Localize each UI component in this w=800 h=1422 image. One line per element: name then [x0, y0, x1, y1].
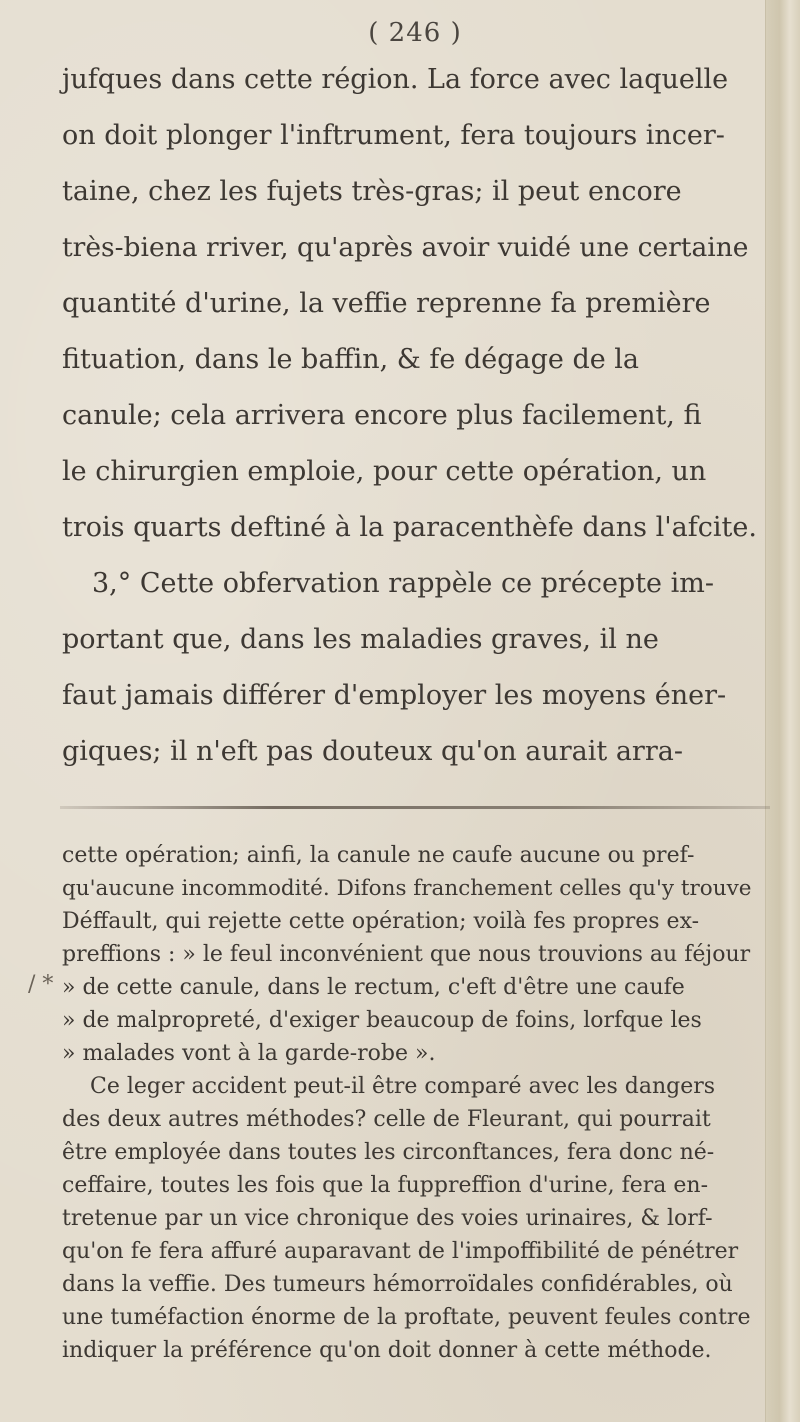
text-line: » malades vont à la garde-robe ». [62, 1041, 436, 1066]
text-line: giques; il n'eft pas douteux qu'on aurait arra- [62, 736, 683, 767]
text-line: très-biena rriver, qu'après avoir vuidé une certaine [62, 232, 749, 263]
text-line: Déffault, qui rejette cette opération; voilà fes propres ex- [62, 909, 700, 934]
text-line: indiquer la préférence qu'on doit donner à cette méthode. [62, 1338, 712, 1363]
text-line: on doit plonger l'inftrument, fera toujours incer- [62, 120, 725, 151]
section-divider [60, 806, 770, 809]
text-line: ceffaire, toutes les fois que la fuppreffion d'urine, fera en- [62, 1173, 709, 1198]
page-number: ( 246 ) [368, 18, 462, 48]
text-line: une tuméfaction énorme de la proftate, peuvent feules contre [62, 1305, 751, 1330]
text-line: qu'on fe fera affuré auparavant de l'impoffibilité de pénétrer [62, 1239, 739, 1264]
text-line: faut jamais différer d'employer les moyens éner- [62, 680, 727, 711]
text-line: dans la veffie. Des tumeurs hémorroïdales confidérables, où [62, 1272, 733, 1297]
text-line: taine, chez les fujets très-gras; il peut encore [62, 176, 682, 207]
text-line: » de cette canule, dans le rectum, c'eft d'être une caufe [62, 975, 685, 1000]
text-line: des deux autres méthodes? celle de Fleurant, qui pourrait [62, 1107, 711, 1132]
text-line: être employée dans toutes les circonftances, fera donc né- [62, 1140, 715, 1165]
text-line: portant que, dans les maladies graves, il ne [62, 624, 659, 655]
margin-mark: / * [28, 972, 54, 997]
text-line: fituation, dans le baffin, & fe dégage de la [62, 344, 640, 375]
text-line: quantité d'urine, la veffie reprenne fa première [62, 288, 711, 319]
text-line: le chirurgien emploie, pour cette opération, un [62, 456, 707, 487]
text-line: Ce leger accident peut-il être comparé avec les dangers [90, 1074, 716, 1099]
text-line: jufques dans cette région. La force avec laquelle [62, 64, 729, 95]
text-line: cette opération; ainfi, la canule ne caufe aucune ou pref- [62, 843, 695, 868]
text-line: canule; cela arrivera encore plus facilement, fi [62, 400, 702, 431]
text-line: 3,° Cette obfervation rappèle ce précepte im- [92, 568, 714, 599]
text-line: preffions : » le feul inconvénient que nous trouvions au féjour [62, 942, 751, 967]
text-line: qu'aucune incommodité. Difons franchement celles qu'y trouve [62, 876, 752, 901]
text-line: » de malpropreté, d'exiger beaucoup de foins, lorfque les [62, 1008, 702, 1033]
text-line: trois quarts deftiné à la paracenthèfe dans l'afcite. [62, 512, 757, 543]
text-line: tretenue par un vice chronique des voies urinaires, & lorf- [62, 1206, 713, 1231]
